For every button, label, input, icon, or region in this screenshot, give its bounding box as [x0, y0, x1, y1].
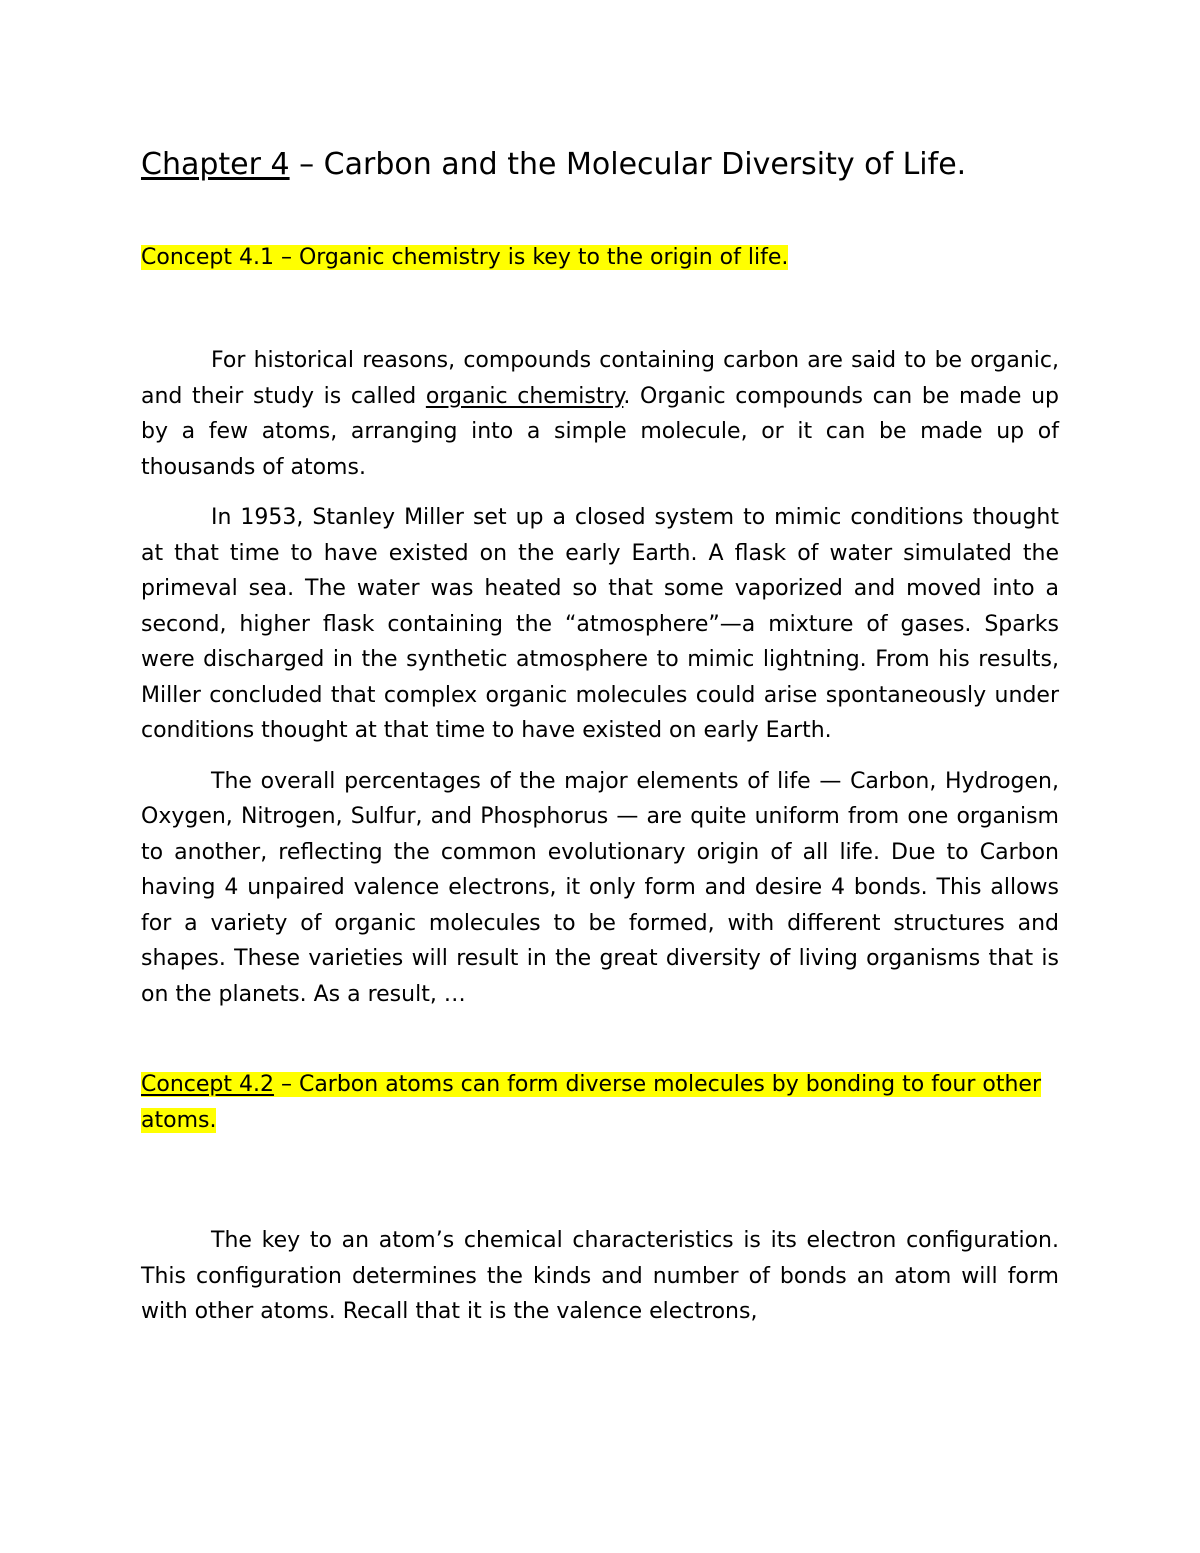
paragraph-organic-intro: [141, 343, 1059, 485]
chapter-title-text: – Carbon and the Molecular Diversity of Life.: [289, 147, 967, 182]
paragraph-major-elements: The overall percentages of the major elements of life — Carbon, Hydrogen, Oxygen, Nitrogen, Sulfur, and Phosphorus — are quite uniform from one organism to another, reflecting the common evolutionary origin of all life. Due to Carbon having 4 unpaired valence electrons, it only form and desire 4 bonds. This allows for a variety of organic molecules to be formed, with different structures and shapes. These varieties will result in the great diversity of living organisms that is on the planets. As a result, …: [141, 768, 1059, 1007]
concept-heading-4-2: [141, 1067, 1059, 1139]
concept-4-2-rest: – Carbon atoms can form diverse molecules by bonding to four other atoms.: [141, 1072, 1042, 1133]
paragraph-organic-intro-before: For historical reasons, compounds containing carbon are said to be organic, and their study is called: [141, 348, 1059, 409]
concept-heading-4-1-text: Concept 4.1 – Organic chemistry is key to the origin of life.: [141, 245, 789, 270]
paragraph-miller-experiment: In 1953, Stanley Miller set up a closed system to mimic conditions thought at that time to have existed on the early Earth. A flask of water simulated the primeval sea. The water was heated so that some vaporized and moved into a second, higher flask containing the “atmosphere”—a mixture of gases. Sparks were discharged in the synthetic atmosphere to mimic lightning. From his results, Miller concluded that complex organic molecules could arise spontaneously under conditions thought at that time to have existed on early Earth.: [141, 505, 1059, 743]
paragraph-electron-configuration: The key to an atom’s chemical characteristics is its electron configuration. This configuration determines the kinds and number of bonds an atom will form with other atoms. Recall that it is the valence electrons,: [141, 1228, 1059, 1324]
paragraph-organic-intro-after: . Organic compounds can be made up by a few atoms, arranging into a simple molecule, or it can be made up of thousands of atoms.: [141, 383, 1060, 480]
chapter-title: [141, 138, 1059, 192]
term-organic-chemistry: organic chemistry: [425, 383, 624, 409]
document-page: [141, 138, 1059, 1330]
concept-4-2-label: Concept 4.2: [141, 1072, 274, 1097]
concept-heading-4-2-text: [141, 1072, 1041, 1133]
chapter-number: Chapter 4: [141, 147, 290, 182]
concept-heading-4-1: [141, 240, 1059, 276]
